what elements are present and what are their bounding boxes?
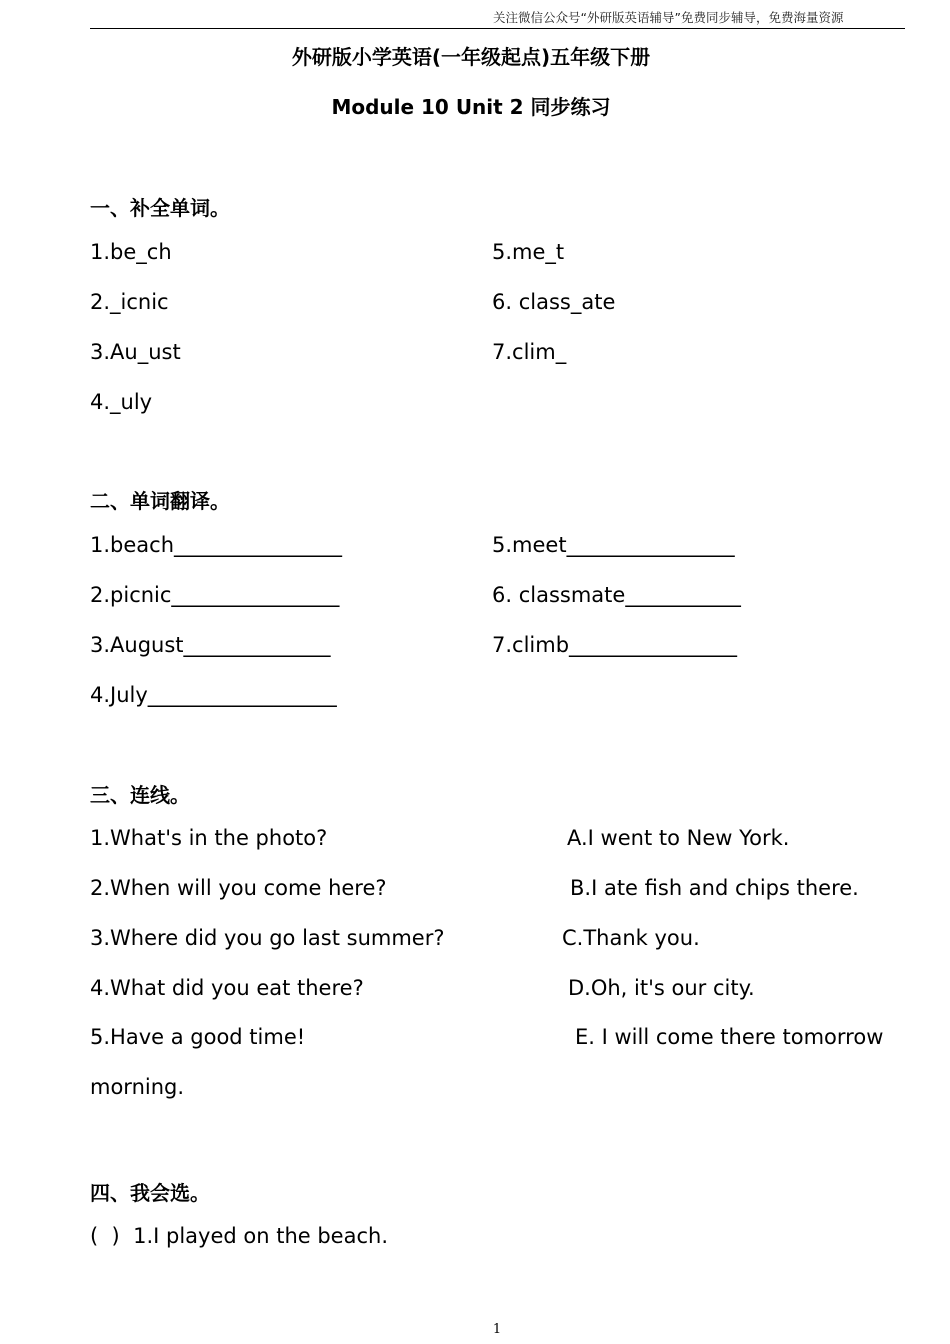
match-answer-continuation: morning. bbox=[90, 1075, 185, 1099]
section2-item: 7.climb________________ bbox=[492, 633, 738, 657]
match-answer: A.I went to New York. bbox=[567, 826, 790, 850]
section1-item: 1.be_ch bbox=[90, 240, 172, 264]
section1-item: 6. class_ate bbox=[492, 290, 616, 314]
match-answer: D.Oh, it's our city. bbox=[568, 976, 755, 1000]
document-title: 外研版小学英语(一年级起点)五年级下册 bbox=[291, 45, 651, 69]
header-note: 关注微信公众号“外研版英语辅导”免费同步辅导，免费海量资源 bbox=[493, 10, 844, 25]
section2-heading: 二、单词翻译。 bbox=[90, 489, 230, 513]
section2-item: 3.August______________ bbox=[90, 633, 331, 657]
match-question: 2.When will you come here? bbox=[90, 876, 387, 900]
section1-item: 5.me_t bbox=[492, 240, 565, 264]
header-divider bbox=[90, 28, 905, 29]
match-question: 4.What did you eat there? bbox=[90, 976, 364, 1000]
section1-heading: 一、补全单词。 bbox=[90, 196, 230, 220]
match-answer: C.Thank you. bbox=[562, 926, 700, 950]
section2-item: 6. classmate___________ bbox=[492, 583, 741, 607]
match-question: 5.Have a good time! bbox=[90, 1025, 306, 1049]
document-subtitle: Module 10 Unit 2 同步练习 bbox=[331, 95, 611, 119]
section1-item: 7.clim_ bbox=[492, 340, 567, 364]
section1-item: 3.Au_ust bbox=[90, 340, 181, 364]
match-answer: B.I ate fish and chips there. bbox=[570, 876, 859, 900]
section4-heading: 四、我会选。 bbox=[90, 1181, 210, 1205]
section2-item: 4.July__________________ bbox=[90, 683, 337, 707]
section2-item: 1.beach________________ bbox=[90, 533, 343, 557]
section1-item: 2._icnic bbox=[90, 290, 169, 314]
section1-item: 4._uly bbox=[90, 390, 153, 414]
section2-item: 2.picnic________________ bbox=[90, 583, 340, 607]
section2-item: 5.meet________________ bbox=[492, 533, 735, 557]
match-answer: E. I will come there tomorrow bbox=[575, 1025, 884, 1049]
match-question: 3.Where did you go last summer? bbox=[90, 926, 445, 950]
match-question: 1.What's in the photo? bbox=[90, 826, 328, 850]
page-number: 1 bbox=[492, 1322, 502, 1337]
choice-question: ( ) 1.I played on the beach. bbox=[90, 1224, 388, 1248]
section3-heading: 三、连线。 bbox=[90, 783, 190, 807]
